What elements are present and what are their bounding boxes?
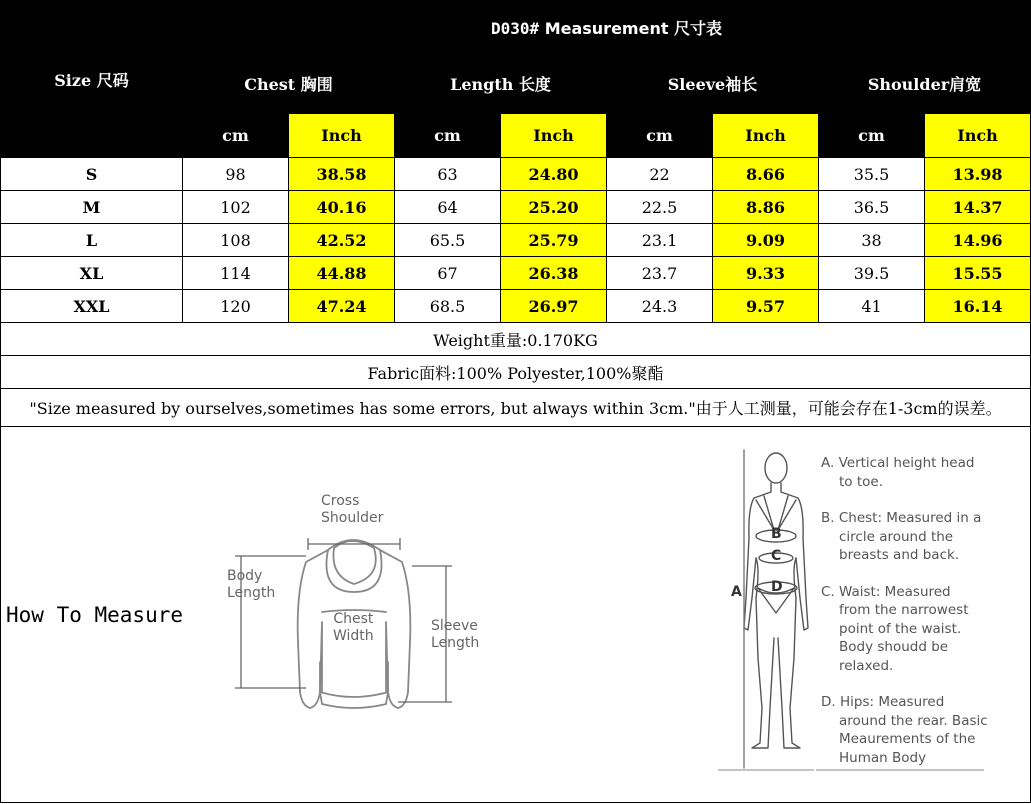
weight-row: Weight重量:0.170KG (1, 323, 1031, 356)
inch-cell: 42.52 (289, 224, 395, 257)
cm-cell: 108 (183, 224, 289, 257)
inch-cell: 15.55 (925, 257, 1031, 290)
cm-cell: 102 (183, 191, 289, 224)
cm-cell: 23.1 (607, 224, 713, 257)
cm-cell: 98 (183, 158, 289, 191)
inch-cell: 9.33 (713, 257, 819, 290)
inch-cell: 8.66 (713, 158, 819, 191)
size-row (1, 257, 1031, 290)
size-rows (1, 158, 1031, 323)
cm-cell: 39.5 (819, 257, 925, 290)
inch-cell: 25.20 (501, 191, 607, 224)
cm-cell: 64 (395, 191, 501, 224)
label-d: D (771, 579, 783, 595)
cm-cell: 38 (819, 224, 925, 257)
cm-cell: 36.5 (819, 191, 925, 224)
how-to-measure-panel (0, 426, 1031, 803)
size-cell: S (1, 158, 183, 191)
size-cell: L (1, 224, 183, 257)
inch-cell: 26.38 (501, 257, 607, 290)
cm-cell: 41 (819, 290, 925, 323)
inch-cell: 44.88 (289, 257, 395, 290)
product-code: D030# (490, 18, 540, 38)
cm-cell: 63 (395, 158, 501, 191)
inch-cell: 25.79 (501, 224, 607, 257)
unit-cm: cm (819, 114, 925, 158)
cm-cell: 23.7 (607, 257, 713, 290)
cm-cell: 114 (183, 257, 289, 290)
note-a: A. Vertical height head to toe. (821, 455, 975, 490)
chart-title (183, 1, 1031, 54)
unit-inch: Inch (713, 114, 819, 158)
inch-cell: 8.86 (713, 191, 819, 224)
cross-shoulder-label: Cross Shoulder (321, 493, 384, 526)
note-b: B. Chest: Measured in a circle around the breasts and back. (821, 510, 982, 563)
col-shoulder: Shoulder肩宽 (819, 54, 1031, 114)
inch-cell: 14.96 (925, 224, 1031, 257)
inch-cell: 38.58 (289, 158, 395, 191)
how-to-measure-label: How To Measure (6, 603, 184, 627)
chest-width-label: Chest Width (333, 611, 374, 644)
inch-cell: 24.80 (501, 158, 607, 191)
label-b: B (771, 526, 782, 542)
unit-cm: cm (183, 114, 289, 158)
inch-cell: 14.37 (925, 191, 1031, 224)
inch-cell: 40.16 (289, 191, 395, 224)
body-length-label: Body Length (227, 568, 276, 601)
col-chest: Chest 胸围 (183, 54, 395, 114)
cm-cell: 22.5 (607, 191, 713, 224)
inch-cell: 9.57 (713, 290, 819, 323)
disclaimer-note: "Size measured by ourselves,sometimes has some errors, but always within 3cm."由于人工测量，可能会存在1-3cm的误差。 (1, 389, 1031, 427)
sleeve-length-label: Sleeve Length (431, 618, 480, 651)
size-row (1, 158, 1031, 191)
inch-cell: 47.24 (289, 290, 395, 323)
size-row (1, 224, 1031, 257)
size-cell: XL (1, 257, 183, 290)
unit-cm: cm (607, 114, 713, 158)
col-length: Length 长度 (395, 54, 607, 114)
inch-cell: 16.14 (925, 290, 1031, 323)
size-header: Size 尺码 (1, 1, 183, 158)
cm-cell: 120 (183, 290, 289, 323)
size-row (1, 290, 1031, 323)
body-figure-sketch (716, 448, 816, 778)
label-a: A (731, 584, 742, 600)
body-measure-notes (821, 454, 996, 785)
inch-cell: 9.09 (713, 224, 819, 257)
col-sleeve: Sleeve袖长 (607, 54, 819, 114)
title-text: Measurement 尺寸表 (544, 18, 723, 38)
note-c: C. Waist: Measured from the narrowest point of the waist. Body shoudd be relaxed. (821, 583, 969, 674)
unit-inch: Inch (289, 114, 395, 158)
cm-cell: 35.5 (819, 158, 925, 191)
note-d: D. Hips: Measured around the rear. Basic Meaurements of the Human Body (821, 694, 988, 766)
cm-cell: 65.5 (395, 224, 501, 257)
cm-cell: 67 (395, 257, 501, 290)
unit-inch: Inch (925, 114, 1031, 158)
inch-cell: 26.97 (501, 290, 607, 323)
cm-cell: 68.5 (395, 290, 501, 323)
inch-cell: 13.98 (925, 158, 1031, 191)
label-c: C (771, 548, 782, 564)
cm-cell: 22 (607, 158, 713, 191)
size-row (1, 191, 1031, 224)
size-cell: XXL (1, 290, 183, 323)
fabric-row: Fabric面料:100% Polyester,100%聚酯 (1, 356, 1031, 389)
size-cell: M (1, 191, 183, 224)
unit-cm: cm (395, 114, 501, 158)
cm-cell: 24.3 (607, 290, 713, 323)
unit-inch: Inch (501, 114, 607, 158)
